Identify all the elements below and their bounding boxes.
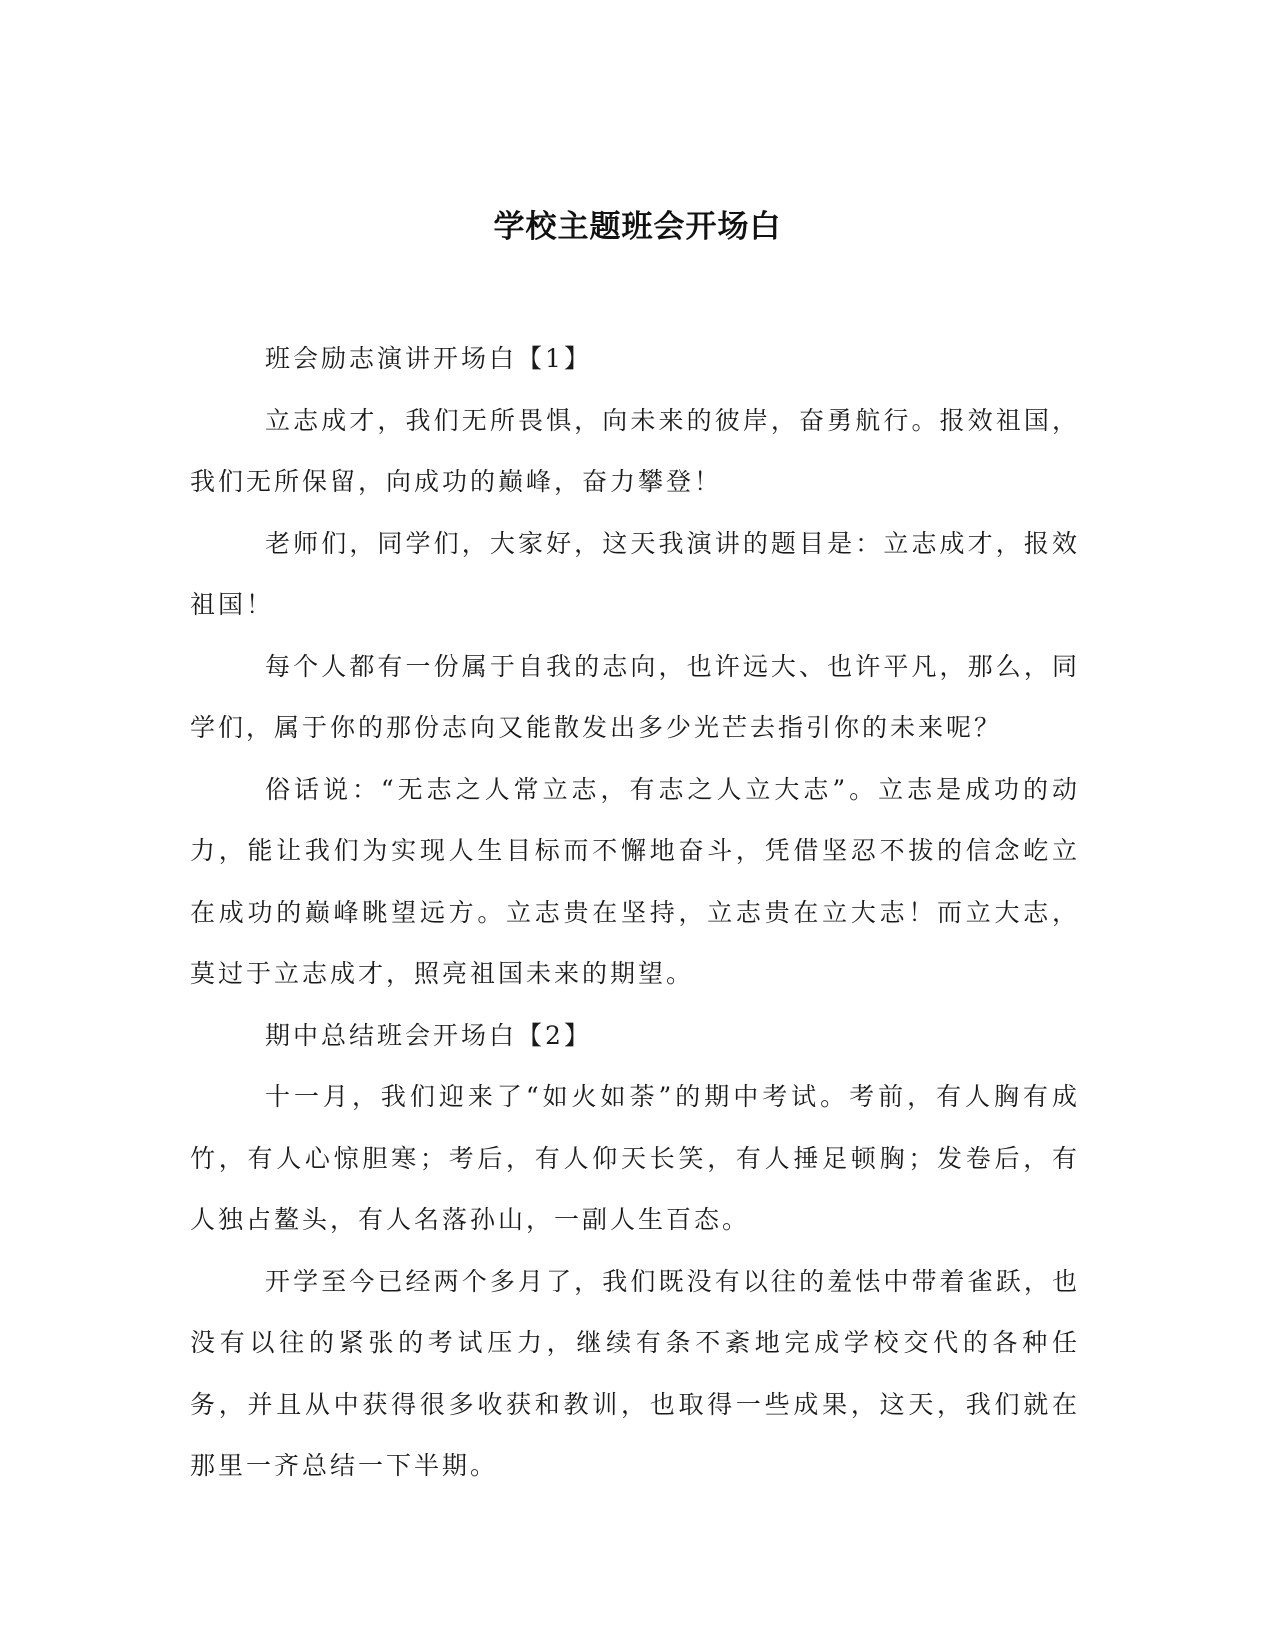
paragraph: 老师们，同学们，大家好，这天我演讲的题目是：立志成才，报效祖国！ — [190, 528, 1080, 619]
paragraph: 开学至今已经两个多月了，我们既没有以往的羞怯中带着雀跃，也没有以往的紧张的考试压力，继续有条不紊地完成学校交代的各种任务，并且从中获得很多收获和教训，也取得一些成果，这天，我们就在那里一齐总结一下半期。 — [190, 1266, 1080, 1480]
section-heading-2: 期中总结班会开场白【2】 — [265, 1020, 592, 1050]
paragraph: 每个人都有一份属于自我的志向，也许远大、也许平凡，那么，同学们，属于你的那份志向又能散发出多少光芒去指引你的未来呢？ — [190, 651, 1080, 742]
paragraph: 俗话说：“无志之人常立志，有志之人立大志”。立志是成功的动力，能让我们为实现人生目标而不懈地奋斗，凭借坚忍不拔的信念屹立在成功的巅峰眺望远方。立志贵在坚持，立志贵在立大志！而立大志，莫过于立志成才，照亮祖国未来的期望。 — [190, 774, 1080, 988]
document-body — [190, 328, 1080, 1497]
section-heading-1: 班会励志演讲开场白【1】 — [265, 344, 592, 373]
page-title: 学校主题班会开场白 — [493, 209, 782, 245]
paragraph: 立志成才，我们无所畏惧，向未来的彼岸，奋勇航行。报效祖国，我们无所保留，向成功的巅峰，奋力攀登！ — [190, 405, 1080, 496]
paragraph: 十一月，我们迎来了“如火如荼”的期中考试。考前，有人胸有成竹，有人心惊胆寒；考后，有人仰天长笑，有人捶足顿胸；发卷后，有人独占鳌头，有人名落孙山，一副人生百态。 — [190, 1082, 1080, 1234]
